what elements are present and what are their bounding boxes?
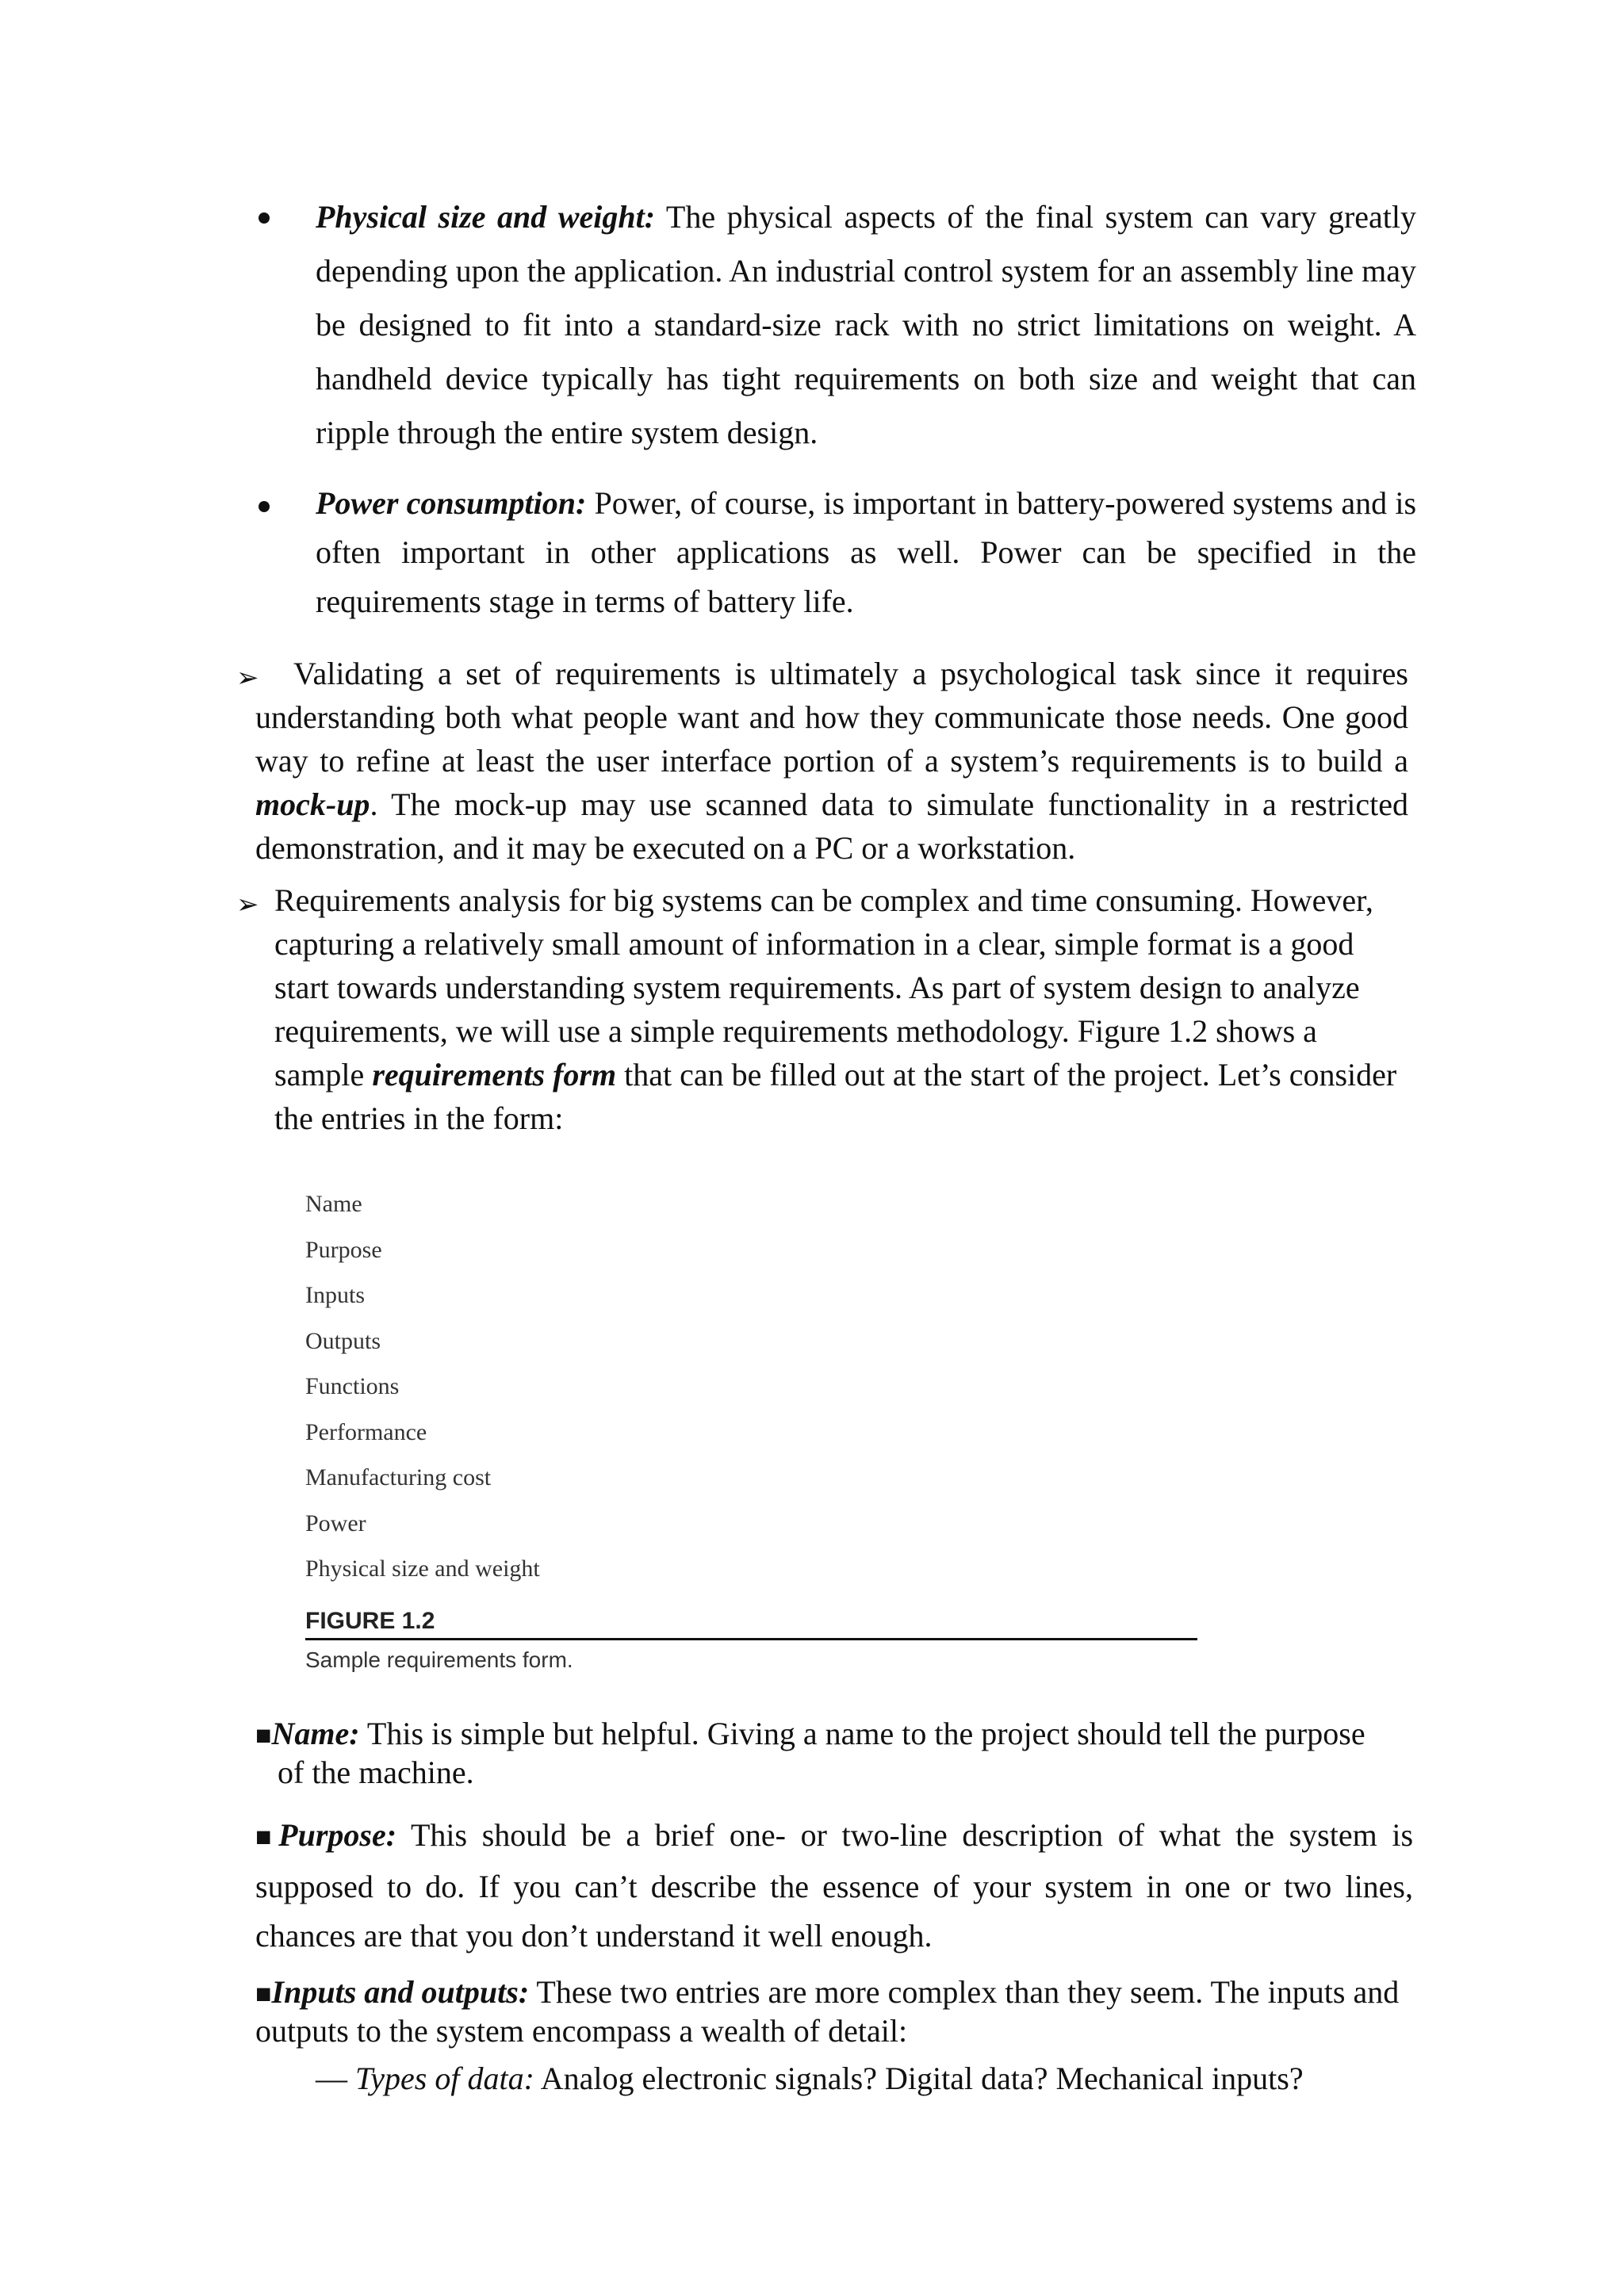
paragraph-text [236,652,1408,870]
term-requirements-form: requirements form [372,1057,617,1093]
bullet-body: The physical aspects of the final system can vary greatly depending upon the application. An industrial control system for an assembly line may be designed to fit into a standard-size rack with no strict limitations on weight. A handheld device typically has tight requirements on both size and weight that can ripple through the entire system design. [316,199,1416,450]
entry-text: Analog electronic signals? Digital data? Mechanical inputs? [534,2061,1304,2096]
entry-line [255,1716,1441,1755]
text-run: that can be filled out at the start of the project. Let’s consider the entries in the form: [274,1057,1397,1136]
bullet-power-consumption [259,479,1416,626]
form-field-item: Purpose [305,1236,382,1263]
form-field-item: Manufacturing cost [305,1464,492,1490]
bullet-dot-icon [259,501,270,512]
figure-requirements-form [305,1181,1197,1673]
bullet-term: Physical size and weight: [316,199,656,235]
bullet-term: Power consumption: [316,485,587,521]
entry-term: Types of data: [355,2061,534,2096]
entry-continuation: of the machine. [278,1755,474,1790]
arrow-bullet-icon: ➢ [236,662,259,694]
form-field-item: Outputs [305,1327,381,1354]
arrow-bullet-icon: ➢ [236,889,259,920]
entry-text: This should be a brief one- or two-line description of what the system is supposed to do. If you can’t describe the essence of your system in one or two lines, chances are that you don’t understand it well enough. [255,1817,1414,1954]
bullet-physical-size [259,190,1416,460]
paragraph-validating-requirements [236,652,1408,870]
form-field-item: Physical size and weight [305,1556,540,1582]
text-run: Validating a set of requirements is ultimately a psychological task since it requires understanding both what people want and how they communicate those needs. One good way to refine at least the user interface portion of a system’s requirements is to build a [255,656,1408,779]
bullet-text [316,190,1416,460]
figure-heading [305,1603,1197,1638]
square-bullet-icon: ■ [255,1980,272,2009]
text-run: . The mock-up may use scanned data to simulate functionality in a restricted demonstration, and it may be executed on a PC or a workstation. [255,786,1408,866]
figure-label: FIGURE 1.2 [305,1607,435,1634]
entry-inputs-outputs [255,1974,1413,2049]
paragraph-text [236,878,1410,1140]
bullet-text [316,479,1416,626]
entry-text: These two entries are more complex than they seem. The inputs and outputs to the system encompass a wealth of detail: [255,1974,1400,2049]
text-run: Requirements analysis for big systems can be complex and time consuming. However, capturing a relatively small amount of information in a clear, simple format is a good start towards understanding system requirements. As part of system design to analyze requirements, we will use a simple requirements methodology. Figure 1.2 shows a sample [274,882,1373,1093]
square-bullet-icon: ■ [255,1721,272,1751]
bullet-body: Power, of course, is important in battery-powered systems and is often important in other applications as well. Power can be specified in the requirements stage in terms of battery life. [316,485,1417,619]
entry-term: Purpose: [278,1817,397,1853]
form-field-item: Power [305,1510,366,1536]
entry-text: This is simple but helpful. Giving a name to the project should tell the purpose [359,1716,1365,1751]
entry-types-of-data [316,2060,1426,2098]
form-field-item: Name [305,1191,362,1217]
paragraph-requirements-analysis [236,878,1410,1140]
entry-term: Name: [271,1716,360,1751]
figure-caption: Sample requirements form. [305,1647,573,1672]
entry-purpose [255,1811,1413,1961]
term-mock-up: mock-up [255,786,370,822]
bullet-dot-icon [259,212,270,224]
entry-term: Inputs and outputs: [271,1974,530,2010]
square-bullet-icon: ■ [255,1823,279,1852]
form-field-item: Performance [305,1418,427,1445]
form-field-item: Functions [305,1373,400,1399]
form-field-list [305,1181,1197,1592]
figure-rule [305,1638,1197,1640]
entry-name [255,1716,1441,1791]
form-field-item: Inputs [305,1282,365,1308]
dash-marker: — [316,2061,347,2096]
